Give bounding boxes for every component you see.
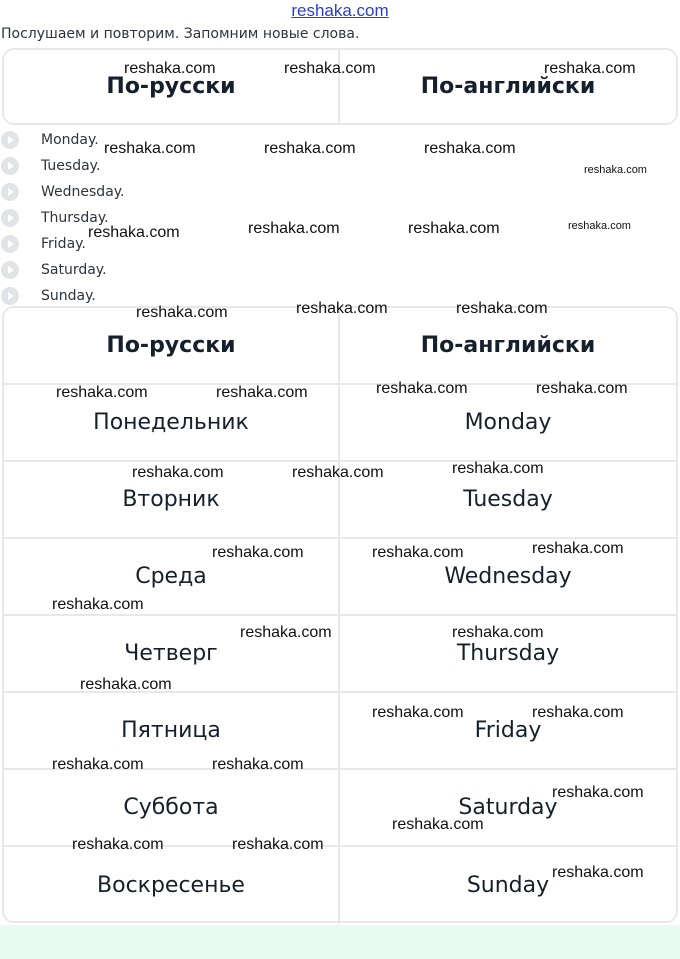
watermark: reshaka.com xyxy=(52,596,144,613)
word-label: Monday. xyxy=(41,132,99,148)
play-icon[interactable] xyxy=(1,235,19,253)
russian-word: Четверг xyxy=(4,616,340,691)
english-word: Thursday xyxy=(456,641,560,666)
watermark: reshaka.com xyxy=(136,304,228,321)
english-word: Friday xyxy=(474,718,542,743)
russian-word: Среда xyxy=(4,539,340,614)
watermark: reshaka.com xyxy=(296,300,388,317)
footer-band xyxy=(0,925,680,959)
watermark: reshaka.com xyxy=(284,60,376,77)
russian-word: Воскресенье xyxy=(4,847,340,924)
column-header-english: По-английски xyxy=(420,74,596,99)
english-word: Sunday xyxy=(466,873,550,898)
word-label: Wednesday. xyxy=(41,184,125,200)
watermark: reshaka.com xyxy=(216,384,308,401)
watermark: reshaka.com xyxy=(532,540,624,557)
list-item xyxy=(0,179,680,205)
word-label: Thursday. xyxy=(41,210,109,226)
column-header-russian: По-русски xyxy=(4,308,340,383)
watermark: reshaka.com xyxy=(552,864,644,881)
russian-word: Пятница xyxy=(4,693,340,768)
watermark: reshaka.com xyxy=(536,380,628,397)
watermark: reshaka.com xyxy=(264,140,356,157)
watermark: reshaka.com xyxy=(584,164,647,176)
english-word: Wednesday xyxy=(444,564,572,589)
watermark: reshaka.com xyxy=(248,220,340,237)
russian-word: Суббота xyxy=(4,770,340,845)
watermark: reshaka.com xyxy=(232,836,324,853)
watermark: reshaka.com xyxy=(240,624,332,641)
watermark: reshaka.com xyxy=(212,756,304,773)
watermark: reshaka.com xyxy=(132,464,224,481)
instruction-text: Послушаем и повторим. Запомним новые слова. xyxy=(1,26,360,42)
watermark: reshaka.com xyxy=(424,140,516,157)
russian-word: Понедельник xyxy=(4,385,340,460)
watermark: reshaka.com xyxy=(372,704,464,721)
word-label: Saturday. xyxy=(41,262,107,278)
watermark: reshaka.com xyxy=(212,544,304,561)
watermark: reshaka.com xyxy=(104,140,196,157)
column-header-english: По-английски xyxy=(420,333,596,358)
watermark: reshaka.com xyxy=(452,624,544,641)
english-word: Saturday xyxy=(458,795,558,820)
watermark: reshaka.com xyxy=(72,836,164,853)
play-icon[interactable] xyxy=(1,209,19,227)
site-title-link[interactable]: reshaka.com xyxy=(291,1,389,20)
list-item xyxy=(0,257,680,283)
word-label: Tuesday. xyxy=(41,158,101,174)
play-icon[interactable] xyxy=(1,157,19,175)
watermark: reshaka.com xyxy=(80,676,172,693)
watermark: reshaka.com xyxy=(52,756,144,773)
play-icon[interactable] xyxy=(1,287,19,305)
watermark: reshaka.com xyxy=(408,220,500,237)
watermark: reshaka.com xyxy=(292,464,384,481)
watermark: reshaka.com xyxy=(532,704,624,721)
table-header-row xyxy=(4,308,676,385)
watermark: reshaka.com xyxy=(376,380,468,397)
watermark: reshaka.com xyxy=(392,816,484,833)
watermark: reshaka.com xyxy=(552,784,644,801)
play-icon[interactable] xyxy=(1,261,19,279)
watermark: reshaka.com xyxy=(568,220,631,232)
table-row xyxy=(4,847,676,924)
play-icon[interactable] xyxy=(1,131,19,149)
play-icon[interactable] xyxy=(1,183,19,201)
russian-word: Вторник xyxy=(4,462,340,537)
watermark: reshaka.com xyxy=(56,384,148,401)
english-word: Tuesday xyxy=(463,487,553,512)
column-header-russian: По-русски xyxy=(4,50,340,123)
watermark: reshaka.com xyxy=(372,544,464,561)
watermark: reshaka.com xyxy=(544,60,636,77)
word-label: Sunday. xyxy=(41,288,96,304)
english-word: Monday xyxy=(464,410,552,435)
watermark: reshaka.com xyxy=(88,224,180,241)
watermark: reshaka.com xyxy=(452,460,544,477)
word-label: Friday. xyxy=(41,236,86,252)
watermark: reshaka.com xyxy=(124,60,216,77)
watermark: reshaka.com xyxy=(456,300,548,317)
